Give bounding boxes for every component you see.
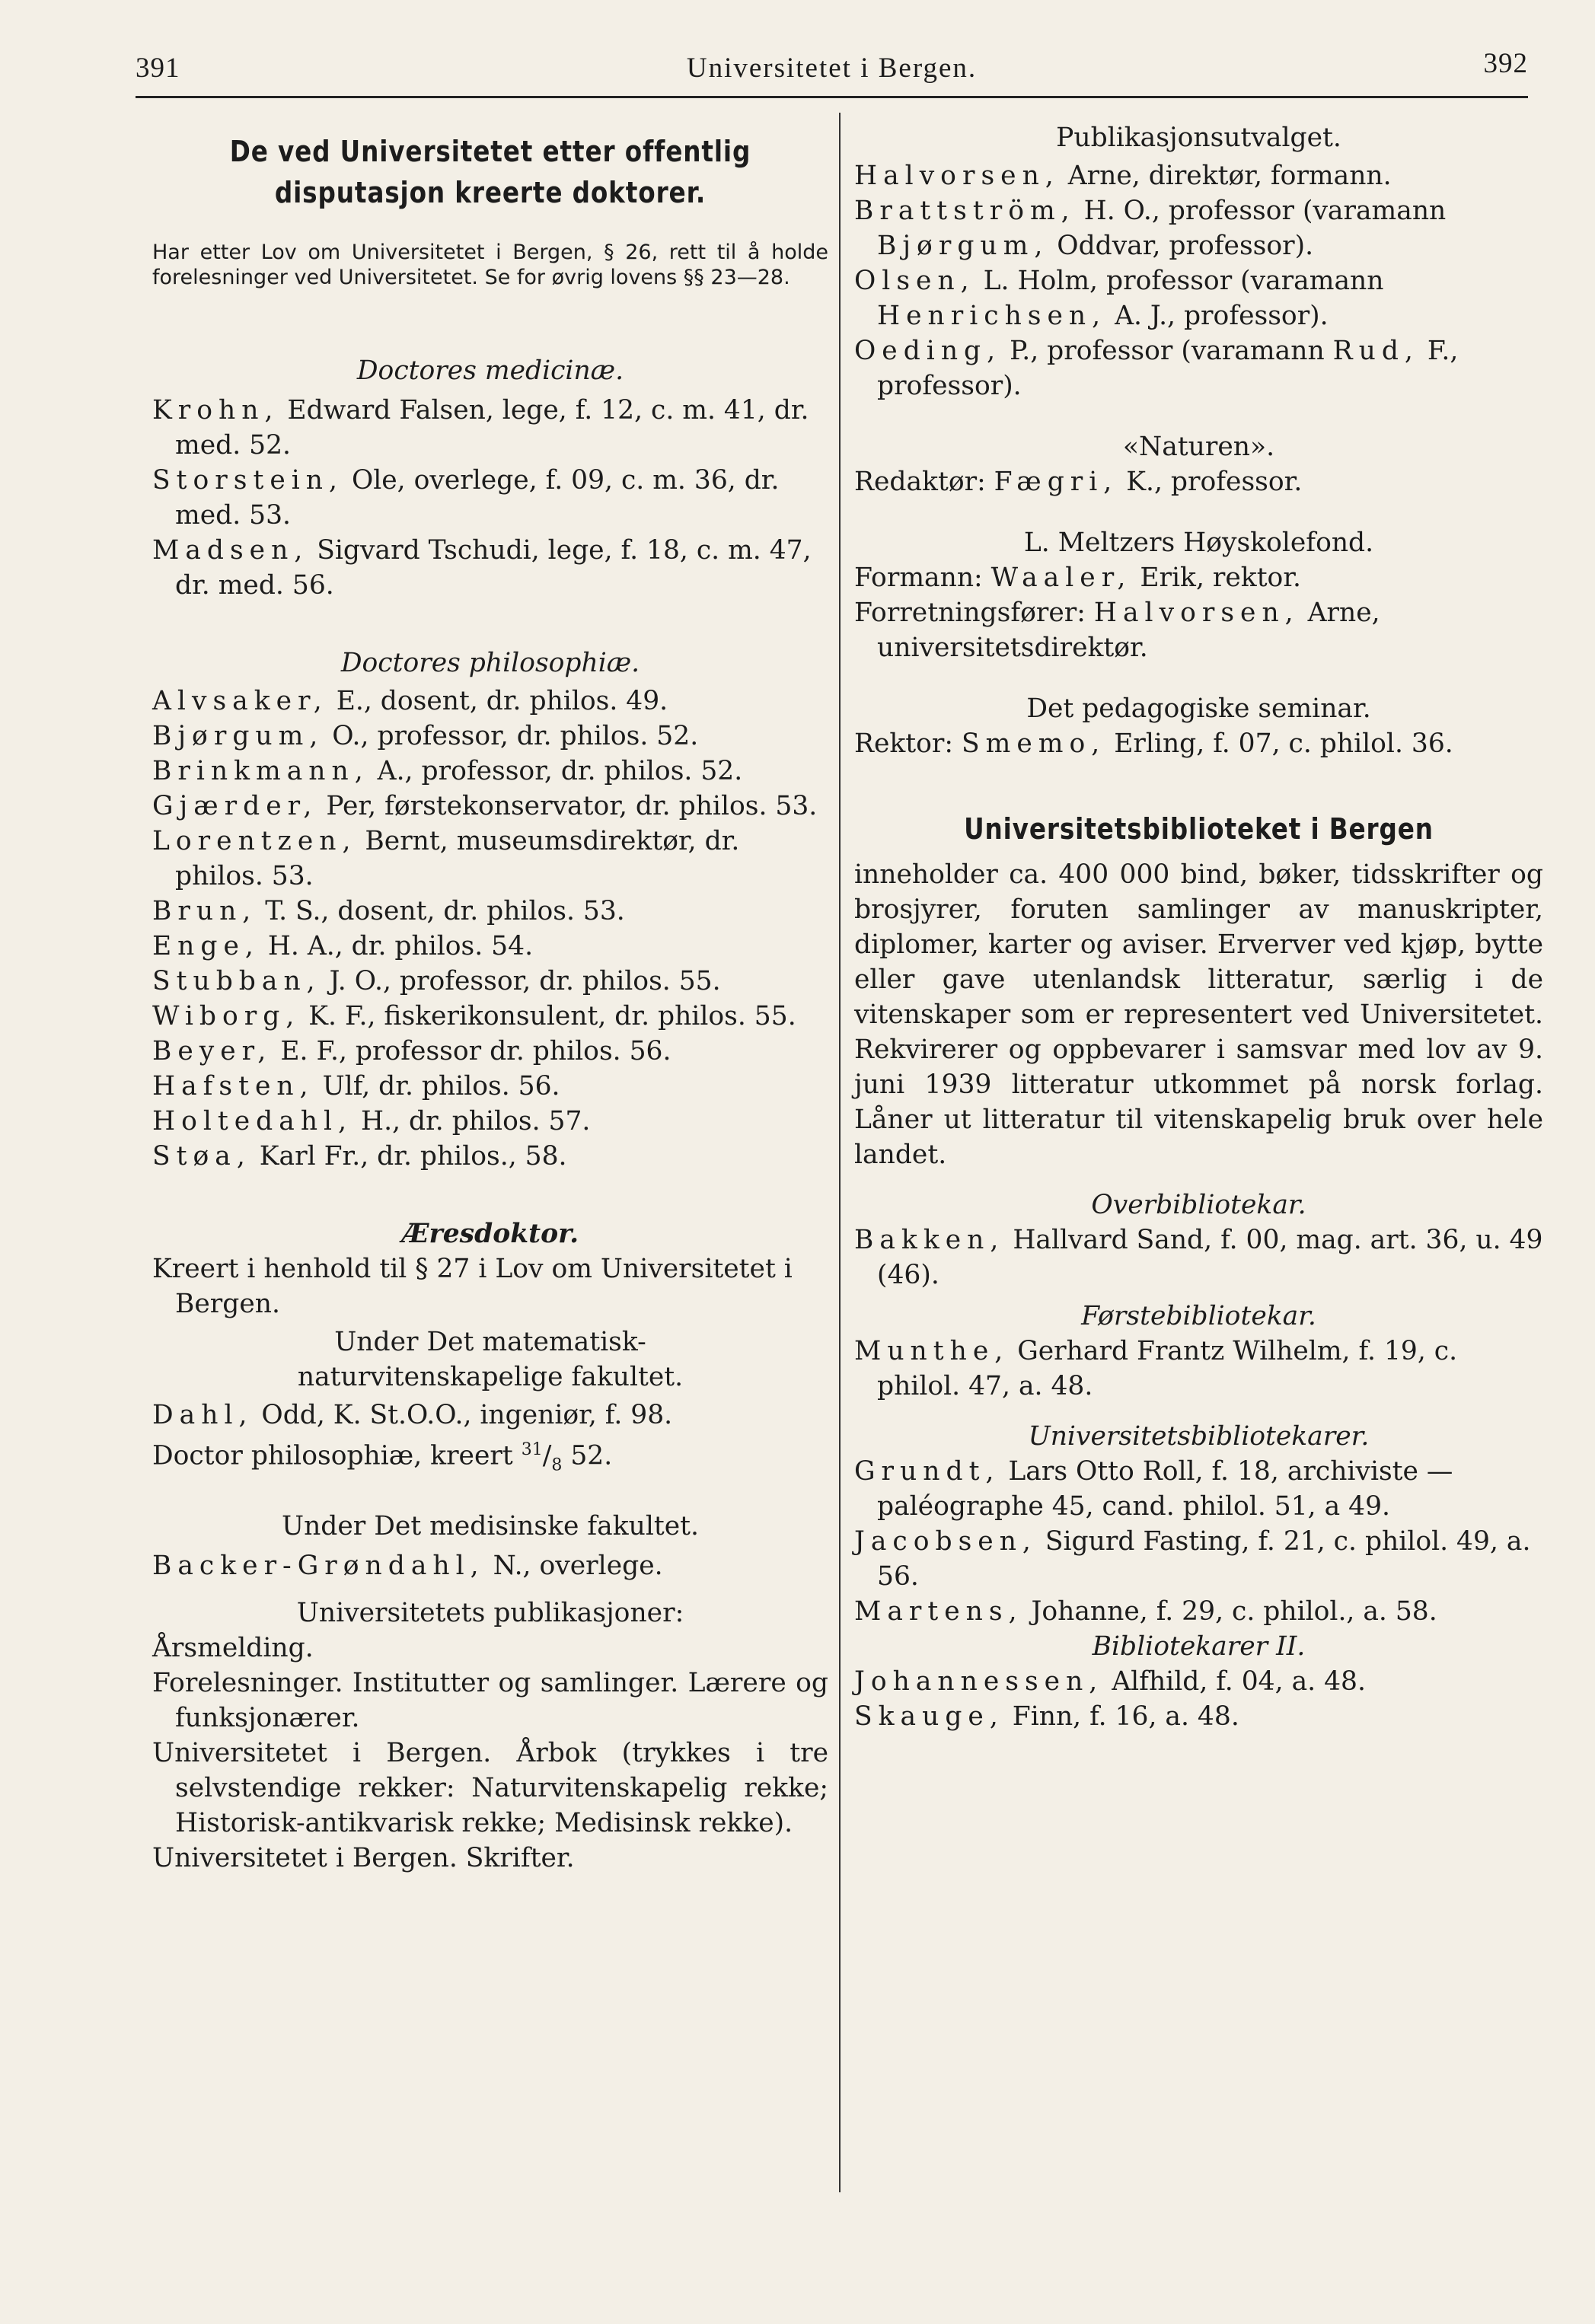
list-item: Skauge, Finn, f. 16, a. 48. (854, 1701, 1239, 1732)
univ-librarians-list (854, 1454, 1543, 1629)
bib2-list (854, 1664, 1543, 1734)
publications-list (152, 1631, 828, 1876)
doctors-heading-line-1: De ved Universitetet etter offentlig (229, 135, 751, 168)
phil-heading: Doctores philosophiæ. (340, 648, 640, 678)
med-heading: Doctores medicinæ. (356, 355, 624, 386)
list-item: Enge, H. A., dr. philos. 54. (152, 931, 534, 961)
list-item: Oeding, P., professor (varamann Rud, F., professor). (854, 336, 1459, 401)
pubcom-list (854, 158, 1543, 403)
naturen-heading: «Naturen». (1122, 432, 1275, 462)
list-item: Wiborg, K. F., fiskerikonsulent, dr. philos. 55. (152, 1001, 796, 1031)
list-item: Grundt, Lars Otto Roll, f. 18, archiviste — paléographe 45, cand. philol. 51, a 49. (854, 1456, 1453, 1522)
list-item: Madsen, Sigvard Tschudi, lege, f. 18, c. m. 47, dr. med. 56. (152, 535, 812, 601)
dahl-doctor-line: Doctor philosophiæ, kreert $^{31}/_8$ 52. (152, 1440, 613, 1475)
naturen-editor: Redaktør: Fægri, K., professor. (854, 467, 1303, 497)
list-item: Brattström, H. O., professor (varamann Bjørgum, Oddvar, professor). (854, 196, 1447, 261)
list-item: Halvorsen, Arne, direktør, formann. (854, 161, 1392, 191)
seminar-rector: Rektor: Smemo, Erling, f. 07, c. philol. 36. (854, 728, 1453, 759)
med-list (152, 393, 828, 603)
seminar-heading: Det pedagogiske seminar. (1026, 693, 1371, 724)
column-divider (839, 113, 841, 2192)
phil-list (152, 684, 828, 1174)
publications-heading: Universitetets publikasjoner: (296, 1598, 684, 1629)
list-item: Jacobsen, Sigurd Fasting, f. 21, c. philol. 49, a. 56. (854, 1526, 1531, 1592)
list-item: Brun, T. S., dosent, dr. philos. 53. (152, 896, 625, 926)
header-rule (136, 96, 1528, 98)
bib2-heading: Bibliotekarer II. (1092, 1631, 1306, 1662)
meltzer-heading: L. Meltzers Høyskolefond. (1023, 528, 1374, 558)
library-description: inneholder ca. 400 000 bind, bøker, tidsskrifter og brosjyrer, foruten samlinger av manuskripter, diplomer, karter og aviser. Erverver ved kjøp, bytte eller gave utenlandsk litteratur, særlig i de vitenskaper som er representert ved Universitetet. Rekvirerer og oppbevarer i samsvar med lov av 9. juni 1939 litteratur utkommet på norsk forlag. Låner ut litteratur til vitenskapelig bruk over hele landet. (854, 859, 1543, 1170)
first-entry: Munthe, Gerhard Frantz Wilhelm, f. 19, c. philol. 47, a. 48. (854, 1336, 1458, 1401)
univ-librarians-heading: Universitetsbibliotekarer. (1028, 1421, 1370, 1452)
list-item: Alvsaker, E., dosent, dr. philos. 49. (152, 686, 668, 716)
list-item: Støa, Karl Fr., dr. philos., 58. (152, 1141, 567, 1172)
list-item: Beyer, E. F., professor dr. philos. 56. (152, 1036, 671, 1066)
meltzer-manager: Forretningsfører: Halvorsen, Arne, universitetsdirektør. (854, 598, 1380, 663)
doctors-heading-line-2: disputasjon kreerte doktorer. (274, 176, 707, 209)
left-column (152, 120, 828, 1876)
over-entry: Bakken, Hallvard Sand, f. 00, mag. art. 36, u. 49 (46). (854, 1225, 1543, 1290)
list-item: Brinkmann, A., professor, dr. philos. 52. (152, 756, 743, 786)
page-number-left: 391 (136, 53, 180, 84)
math-faculty-line-1: Under Det matematisk- (334, 1327, 646, 1357)
honor-intro: Kreert i henhold til § 27 i Lov om Universitetet i Bergen. (152, 1254, 793, 1319)
list-item: Krohn, Edward Falsen, lege, f. 12, c. m. 41, dr. med. 52. (152, 395, 809, 461)
library-heading: Universitetsbiblioteket i Bergen (964, 812, 1434, 846)
honor-heading: Æresdoktor. (401, 1219, 579, 1249)
med-faculty: Under Det medisinske fakultet. (282, 1511, 699, 1542)
list-item: Holtedahl, H., dr. philos. 57. (152, 1106, 591, 1136)
list-item: Universitetet i Bergen. Årbok (trykkes i tre selvstendige rekker: Naturvitenskapelig rekke; Historisk-antikvarisk rekke; Medisinsk rekke). (152, 1738, 828, 1839)
math-faculty-line-2: naturvitenskapelige fakultet. (297, 1362, 684, 1392)
list-item: Stubban, J. O., professor, dr. philos. 55. (152, 966, 721, 996)
doctors-intro: Har etter Lov om Universitetet i Bergen, § 26, rett til å holde forelesninger ved Universitetet. Se for øvrig lovens §§ 23—28. (152, 241, 828, 289)
list-item: Martens, Johanne, f. 29, c. philol., a. 58. (854, 1596, 1437, 1627)
list-item: Universitetet i Bergen. Skrifter. (152, 1843, 575, 1874)
over-heading: Overbibliotekar. (1091, 1190, 1306, 1220)
right-column (854, 120, 1543, 1734)
list-item: Hafsten, Ulf, dr. philos. 56. (152, 1071, 560, 1101)
list-item: Olsen, L. Holm, professor (varamann Henrichsen, A. J., professor). (854, 266, 1384, 331)
list-item: Johannessen, Alfhild, f. 04, a. 48. (854, 1666, 1366, 1697)
page-number-right: 392 (1483, 48, 1528, 79)
list-item: Storstein, Ole, overlege, f. 09, c. m. 36, dr. med. 53. (152, 465, 780, 531)
list-item: Bjørgum, O., professor, dr. philos. 52. (152, 721, 699, 751)
dahl-entry: Dahl, Odd, K. St.O.O., ingeniør, f. 98. (152, 1400, 673, 1430)
list-item: Lorentzen, Bernt, museumsdirektør, dr. philos. 53. (152, 826, 740, 891)
meltzer-chair: Formann: Waaler, Erik, rektor. (854, 563, 1301, 593)
backer-entry: Backer-Grøndahl, N., overlege. (152, 1551, 663, 1582)
pubcom-heading: Publikasjonsutvalget. (1056, 123, 1341, 153)
running-title: Universitetet i Bergen. (686, 53, 978, 84)
list-item: Forelesninger. Institutter og samlinger. Lærere og funksjonærer. (152, 1668, 828, 1734)
list-item: Gjærder, Per, førstekonservator, dr. philos. 53. (152, 791, 818, 821)
first-heading: Førstebibliotekar. (1081, 1301, 1316, 1331)
list-item: Årsmelding. (152, 1633, 314, 1664)
running-header (136, 47, 1528, 91)
